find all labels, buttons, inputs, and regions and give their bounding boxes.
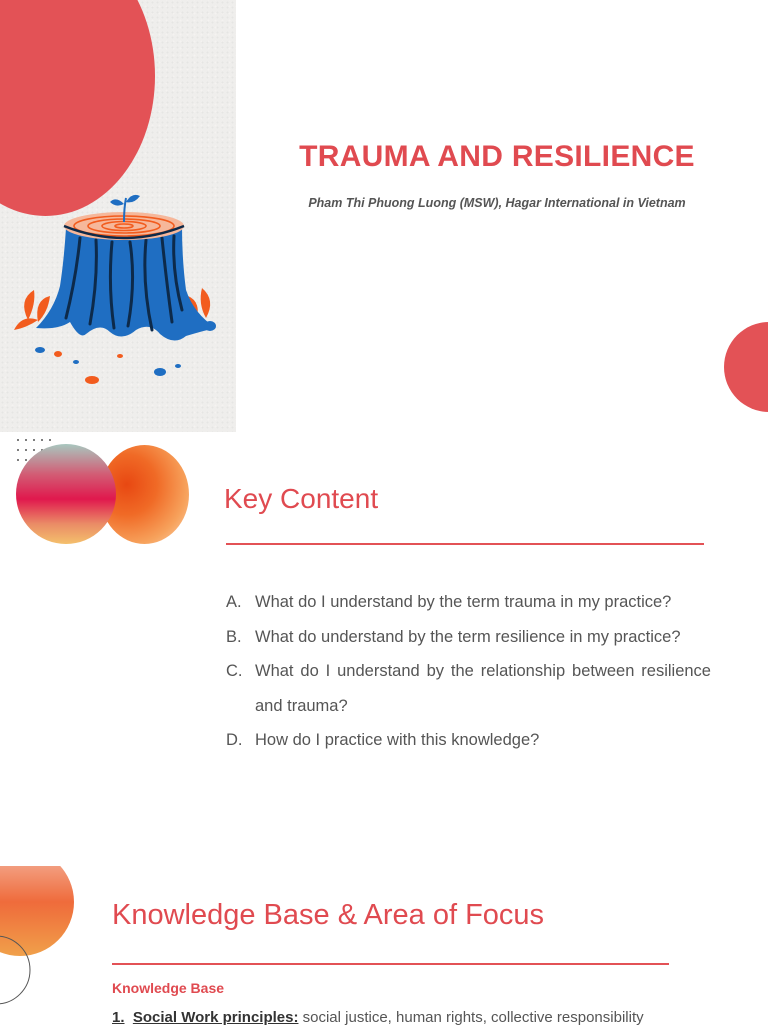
list-item xyxy=(226,620,711,655)
list-marker: C. xyxy=(226,662,243,680)
list-marker: A. xyxy=(226,593,242,611)
decorative-circle-partial xyxy=(0,866,74,1024)
list-item-text: How do I practice with this knowledge? xyxy=(255,731,540,749)
knowledge-base-item xyxy=(112,1009,644,1026)
knowledge-base-heading: Knowledge Base & Area of Focus xyxy=(112,899,545,931)
presenter-credit: Pham Thi Phuong Luong (MSW), Hagar International in Vietnam xyxy=(308,196,686,210)
list-marker: B. xyxy=(226,627,242,646)
list-marker: D. xyxy=(226,731,243,749)
item-label: Social Work principles: xyxy=(132,1009,299,1026)
cover-illustration-panel xyxy=(0,0,236,432)
presentation-title: TRAUMA AND RESILIENCE xyxy=(299,140,695,173)
knowledge-base-divider xyxy=(112,963,669,965)
decorative-circle-right xyxy=(724,322,768,412)
list-item-text: What do I understand by the relationship between resilience and trauma? xyxy=(255,662,711,715)
key-content-list xyxy=(226,585,711,758)
item-text: social justice, human rights, collective responsibility xyxy=(298,1009,644,1026)
list-item xyxy=(226,654,711,723)
key-content-divider xyxy=(226,543,704,545)
list-item xyxy=(226,723,711,758)
item-number: 1. xyxy=(112,1009,125,1026)
list-item-text: What do I understand by the term trauma in my practice? xyxy=(255,593,672,611)
list-item xyxy=(226,585,711,620)
decorative-circle-gradient xyxy=(16,444,116,544)
list-item-text: What do understand by the term resilience in my practice? xyxy=(255,627,681,646)
knowledge-base-subheading: Knowledge Base xyxy=(112,980,225,996)
decorative-circle-top xyxy=(0,0,155,216)
key-content-heading: Key Content xyxy=(224,483,379,514)
tree-stump-icon xyxy=(10,190,230,390)
